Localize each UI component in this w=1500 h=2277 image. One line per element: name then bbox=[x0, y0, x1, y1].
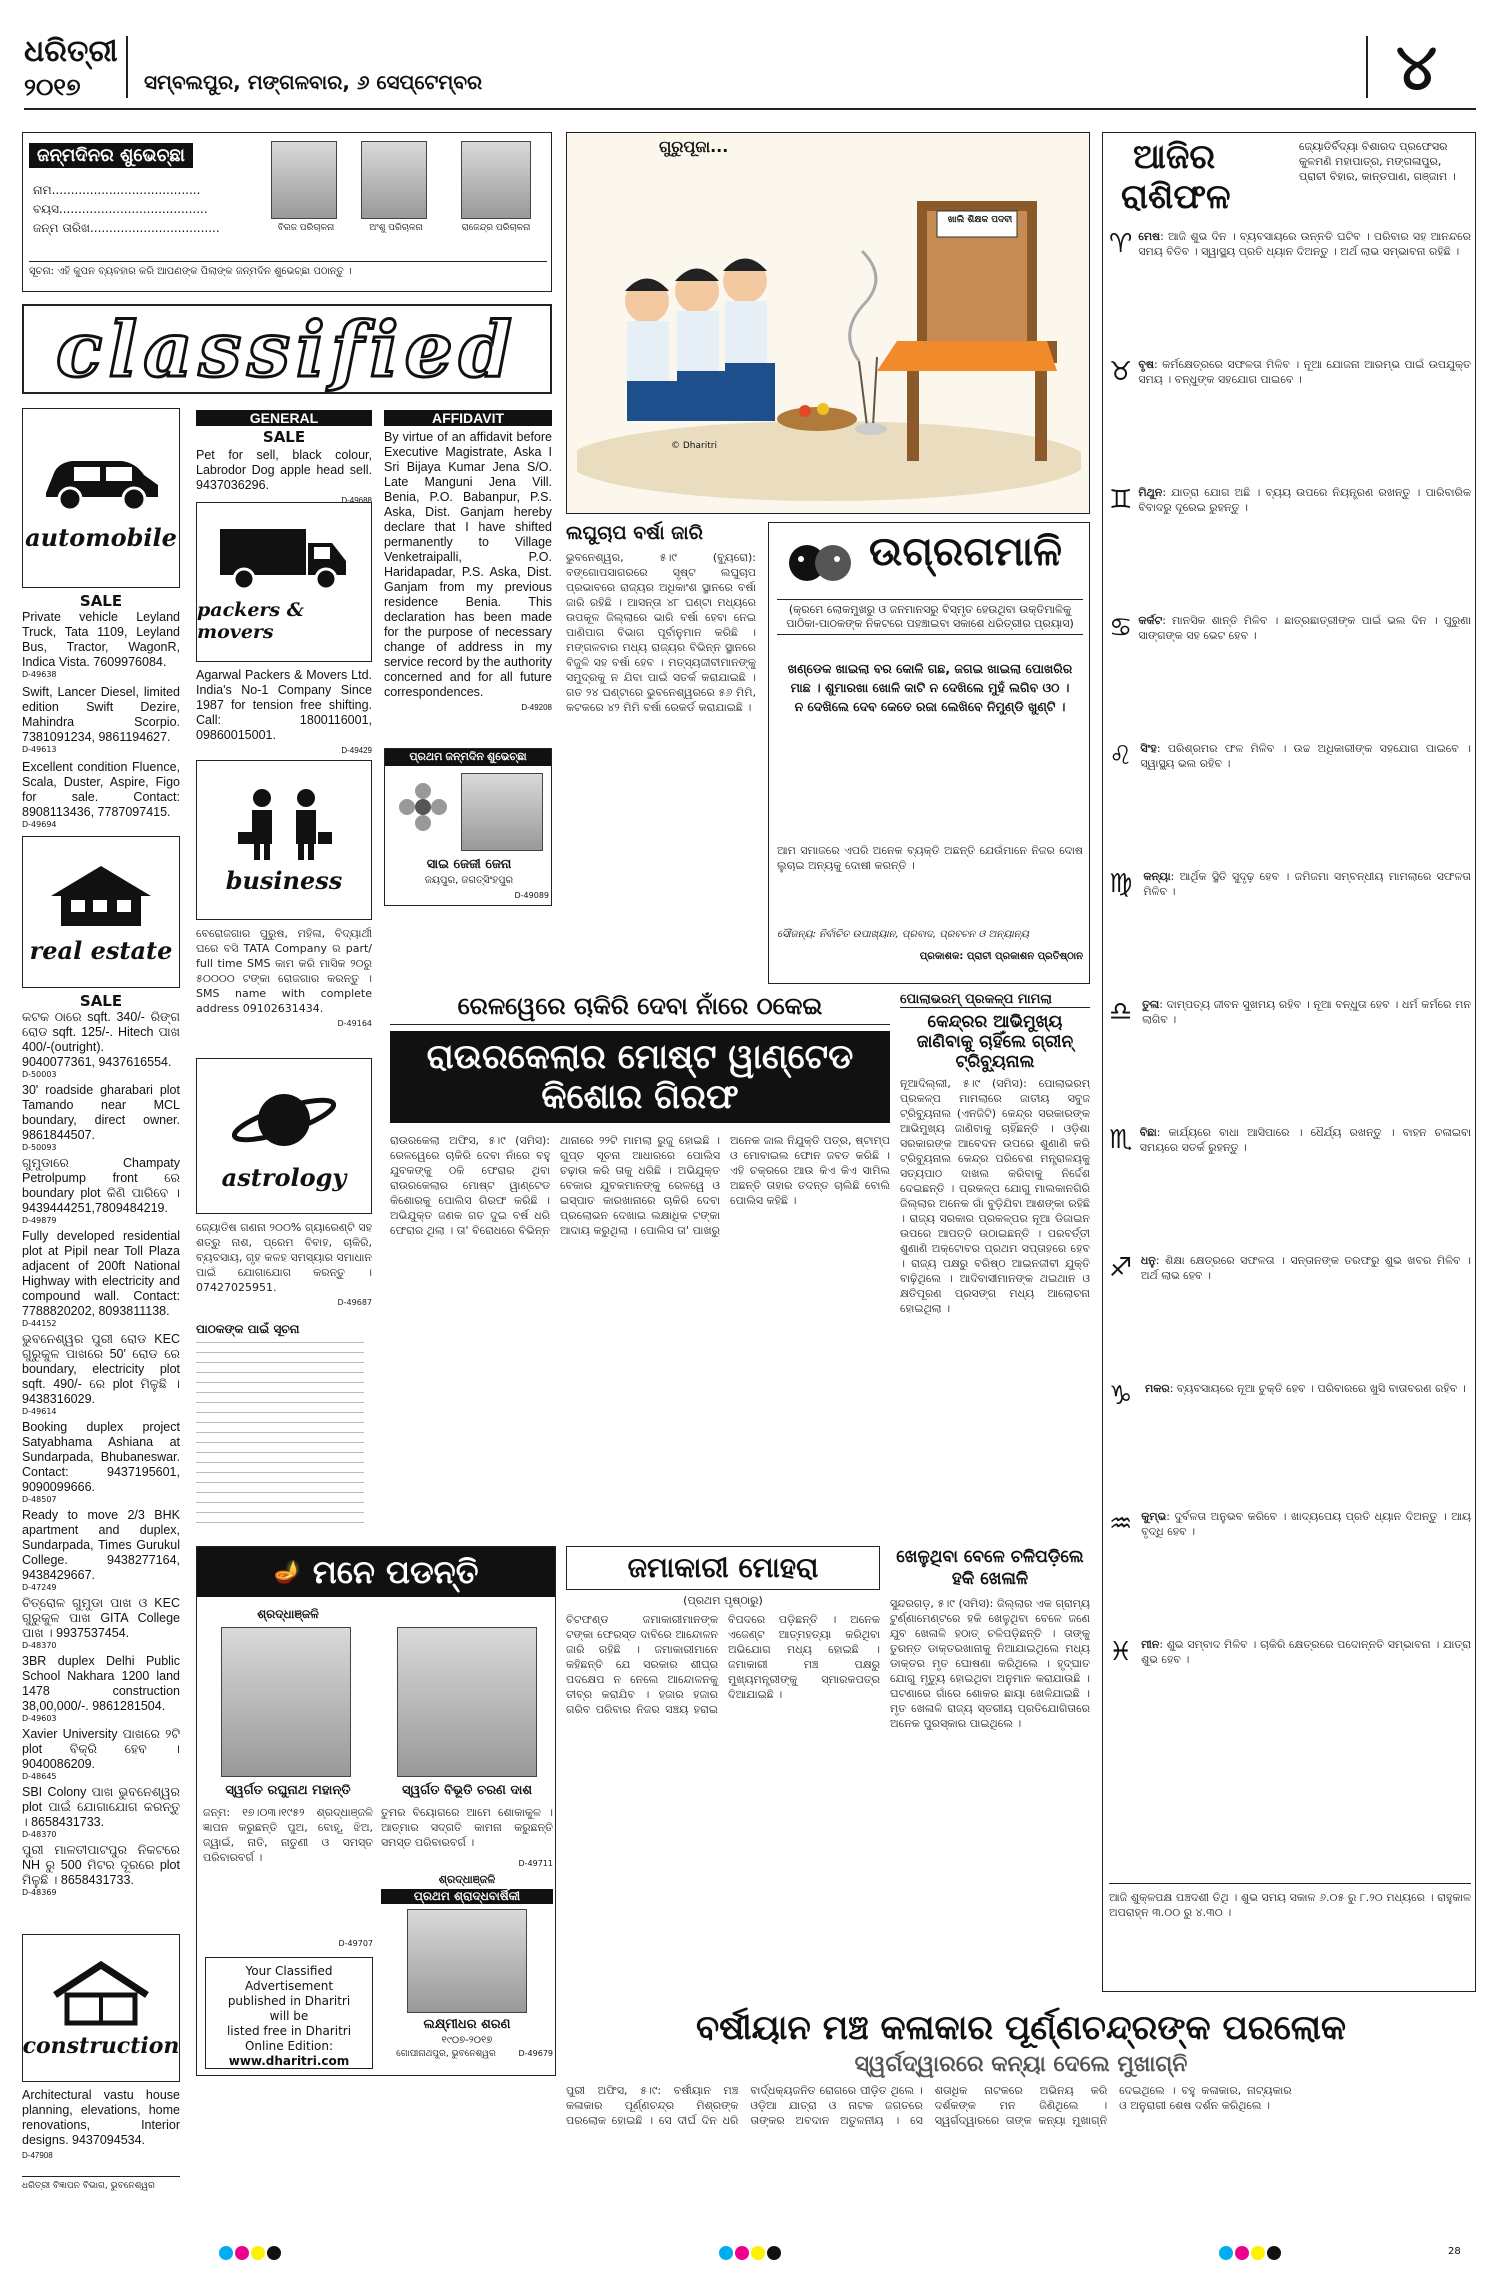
sign-pisces: ♓ ମୀନ: ଶୁଭ ସମ୍ବାଦ ମିଳିବ । ଚାକିରି କ୍ଷେତ୍ରରେ ପଦୋନ୍ନତି ସମ୍ଭାବନା । ଯାତ୍ରା ଶୁଭ ହେବ । bbox=[1109, 1637, 1471, 1765]
cancer-icon: ♋ bbox=[1109, 613, 1133, 643]
promo-line-1: Your Classified bbox=[245, 1964, 333, 1978]
obit-right-photo bbox=[397, 1627, 537, 1777]
promo-line-2: Advertisement bbox=[244, 1979, 334, 1993]
astrology-ad bbox=[196, 1220, 372, 1310]
horoscope-signs bbox=[1109, 229, 1471, 1765]
auto-ad-3-code: D-49694 bbox=[22, 820, 57, 829]
obituary-banner bbox=[197, 1547, 555, 1597]
promo-line-4: will be bbox=[269, 2009, 309, 2023]
taurus-icon: ♉ bbox=[1109, 357, 1133, 387]
horoscope-footer: ଆଜି ଶୁକ୍ଳପକ୍ଷ ପଞ୍ଚଦଶୀ ତିଥି । ଶୁଭ ସମୟ ସକାଳ ୬.୦୫ ରୁ ୮.୨୦ ମଧ୍ୟରେ । ରାହୁକାଳ ଅପରାହ୍ନ ୩.୦୦ ରୁ ୪.୩୦ । bbox=[1109, 1883, 1471, 1920]
classified-office-footer: ଧରିତ୍ରୀ ବିଜ୍ଞାପନ ବିଭାଗ, ଭୁବନେଶ୍ୱର bbox=[22, 2176, 180, 2191]
sign-scorpio-text: କାର୍ଯ୍ୟରେ ବାଧା ଆସିପାରେ । ଧୈର୍ଯ୍ୟ ରଖନ୍ତୁ । ବାହନ ଚଳାଇବା ସମୟରେ ସତର୍କ ରୁହନ୍ତୁ । bbox=[1139, 1126, 1471, 1154]
green-tribunal-article bbox=[900, 992, 1090, 1516]
re-ad-2: 30' roadside gharabari plot Tamando near MCL boundary, direct owner. 9861844507. bbox=[22, 1083, 180, 1142]
fraud-headline: ରାଉରକେଲାର ମୋଷ୍ଟ ୱାଣ୍ଟେଡ କିଶୋର ଗିରଫ bbox=[390, 1031, 890, 1123]
promo-url-link[interactable]: www.dharitri.com bbox=[228, 2054, 350, 2068]
artist-article bbox=[566, 2008, 1476, 2233]
ugga-credit: ସୌଜନ୍ୟ: ନିର୍ବାଚିତ ଉପାଖ୍ୟାନ, ପ୍ରବାଦ, ପ୍ରବଚନ ଓ ଅନ୍ୟାନ୍ୟ bbox=[777, 929, 1029, 940]
cash-sub: (ପ୍ରଥମ ପୃଷ୍ଠାରୁ) bbox=[683, 1594, 763, 1607]
packers-ad-code: D-49429 bbox=[341, 746, 372, 755]
sign-gemini-text: ଯାତ୍ରା ଯୋଗ ଅଛି । ବ୍ୟୟ ଉପରେ ନିୟନ୍ତ୍ରଣ ରଖନ୍ତୁ । ପାରିବାରିକ ବିବାଦରୁ ଦୂରେଇ ରୁହନ୍ତୁ । bbox=[1138, 486, 1471, 514]
automobile-ads bbox=[22, 592, 180, 829]
classified-banner bbox=[22, 304, 552, 394]
sign-aquarius-text: ଦୁର୍ବଳତା ଅନୁଭବ କରିବେ । ଖାଦ୍ୟପେୟ ପ୍ରତି ଧ୍ୟାନ ଦିଅନ୍ତୁ । ଆୟ ବୃଦ୍ଧି ହେବ । bbox=[1141, 1510, 1471, 1538]
sign-aries-text: ଆଜି ଶୁଭ ଦିନ । ବ୍ୟବସାୟରେ ଉନ୍ନତି ଘଟିବ । ପରିବାର ସହ ଆନନ୍ଦରେ ସମୟ ବିତିବ । ସ୍ୱାସ୍ଥ୍ୟ ପ୍ରତି ଧ୍ୟାନ ଦିଅନ୍ତୁ । ଅର୍ଥ ଲାଭ ସମ୍ଭାବନା ରହିଛି । bbox=[1138, 230, 1471, 258]
sign-scorpio-name: ବିଛା bbox=[1139, 1126, 1157, 1139]
birthday-coupon bbox=[22, 132, 552, 292]
reader-notice-body bbox=[196, 1342, 364, 1532]
obit-anniv-place: ଗୋପୀନାଥପୁର, ଭୁବନେଶ୍ୱର bbox=[396, 2049, 496, 2059]
horoscope-box bbox=[1102, 132, 1476, 1992]
birthday-caption-2: ଅଂଶୁ ପରିଚାଳନା bbox=[369, 223, 423, 233]
aquarius-icon: ♒ bbox=[1109, 1509, 1133, 1539]
birthday-photo-3 bbox=[461, 141, 531, 219]
obit-anniv-photo bbox=[407, 1909, 527, 2013]
footer-page-number: 28 bbox=[1448, 2246, 1461, 2257]
artist-headline: ବର୍ଷୀୟାନ ମଞ୍ଚ କଳାକାର ପୂର୍ଣ୍ଣଚନ୍ଦ୍ରଙ୍କ ପରଲୋକ bbox=[695, 2008, 1347, 2048]
hockey-article bbox=[890, 1546, 1090, 1996]
re-ad-5-code: D-49614 bbox=[22, 1407, 57, 1416]
birthday-photo-2 bbox=[361, 141, 427, 219]
obit-anniv-code: D-49679 bbox=[518, 2049, 553, 2058]
re-ad-6: Booking duplex project Satyabhama Ashiana at Sundarpada, Bhubaneswar. Contact: 9437195601, 9090099666. bbox=[22, 1420, 180, 1494]
realestate-ads bbox=[22, 992, 180, 1897]
re-ad-12: ପୁରୀ ମାଳତୀପାଟପୁର ନିକଟରେ NH ରୁ 500 ମିଟର ଦୂରରେ plot ମିଳୁଛି । 8658431733. bbox=[22, 1843, 180, 1887]
automobile-label: automobile bbox=[25, 522, 177, 552]
obit-left-name: ସ୍ୱର୍ଗତ ରଘୁନାଥ ମହାନ୍ତି bbox=[225, 1783, 351, 1798]
re-ad-12-code: D-48369 bbox=[22, 1888, 57, 1897]
affidavit-ad bbox=[384, 430, 552, 715]
ugga-box bbox=[768, 522, 1090, 984]
birthday-note: ସୂଚନା: ଏହି କୁପନ ବ୍ୟବହାର କରି ଆପଣଙ୍କ ପିଲାଙ୍କ ଜନ୍ମଦିନ ଶୁଭେଚ୍ଛା ପଠାନ୍ତୁ । bbox=[29, 261, 547, 277]
business-ad bbox=[196, 926, 372, 1031]
obit-left-photo bbox=[221, 1627, 351, 1777]
registration-marks-1 bbox=[218, 2245, 282, 2264]
sign-gemini: ♊ ମିଥୁନ: ଯାତ୍ରା ଯୋଗ ଅଛି । ବ୍ୟୟ ଉପରେ ନିୟନ୍ତ୍ରଣ ରଖନ୍ତୁ । ପାରିବାରିକ ବିବାଦରୁ ଦୂରେଇ ରୁହନ୍ତୁ । bbox=[1109, 485, 1471, 613]
sign-pisces-text: ଶୁଭ ସମ୍ବାଦ ମିଳିବ । ଚାକିରି କ୍ଷେତ୍ରରେ ପଦୋନ୍ନତି ସମ୍ଭାବନା । ଯାତ୍ରା ଶୁଭ ହେବ । bbox=[1141, 1638, 1471, 1666]
sign-capricorn-name: ମକର bbox=[1145, 1382, 1170, 1395]
obit-anniv-dates: ୧୯୦୭-୨୦୧୭ bbox=[441, 2035, 493, 2046]
green-headline: କେନ୍ଦ୍ରର ଆଭିମୁଖ୍ୟ ଜାଣିବାକୁ ଚାହିଁଲେ ଗ୍ରୀନ୍ ଟ୍ରିବ୍ୟୁନାଲ bbox=[916, 1012, 1074, 1072]
masthead-year: ୨୦୧୭ bbox=[24, 72, 81, 101]
re-ad-3: ଗୁମୁଡାରେ Champaty Petrolpump front ରେ boundary plot କିଣି ପାରିବେ । 9439444251,7809484219. bbox=[22, 1156, 180, 1215]
birthday-caption-1: ବିରଜ ପରିଚାଳନା bbox=[277, 223, 335, 233]
auto-ad-2: Swift, Lancer Diesel, limited edition Swift Dezire, Mahindra Scorpio. 7381091234, 9861194627. bbox=[22, 685, 180, 744]
sign-aquarius: ♒ କୁମ୍ଭ: ଦୁର୍ବଳତା ଅନୁଭବ କରିବେ । ଖାଦ୍ୟପେୟ ପ୍ରତି ଧ୍ୟାନ ଦିଅନ୍ତୁ । ଆୟ ବୃଦ୍ଧି ହେବ । bbox=[1109, 1509, 1471, 1637]
construction-ad-text: Architectural vastu house planning, elevations, home renovations, Interior designs. 9437094534. bbox=[22, 2088, 180, 2147]
artist-sub: ସ୍ୱର୍ଗଦ୍ୱାରରେ କନ୍ୟା ଦେଲେ ମୁଖାଗ୍ନି bbox=[854, 2052, 1188, 2077]
business-label: business bbox=[225, 865, 343, 895]
fraud-body: ରାଉରକେଲା ଅଫିସ, ୫।୯ (ସମିସ): ରେଳୱେରେ ଚାକିରି ଦେବା ନାଁରେ ବହୁ ଯୁବକଙ୍କୁ ଠକି ଫେରାର ଥିବା ରାଉରକେଲାର ମୋଷ୍ଟ ୱାଣ୍ଟେଡ କିଶୋରକୁ ପୋଲିସ ଗିରଫ କରିଛି । ଅଭିଯୁକ୍ତ ଜଣକ ଗତ ଦୁଇ ବର୍ଷ ଧରି ଫେରାର ଥିଲା । ତା' ବିରୋଧରେ ବିଭିନ୍ନ ଥାନାରେ ୨୨ଟି ମାମଲା ରୁଜୁ ହୋଇଛି । ଗୁପ୍ତ ସୂଚନା ଆଧାରରେ ପୋଲିସ ଚଢ଼ାଉ କରି ତାକୁ ଧରିଛି । ଅଭିଯୁକ୍ତ ବେକାର ଯୁବକମାନଙ୍କୁ ରେଳୱେ ଓ ଇସ୍ପାତ କାରଖାନାରେ ଚାକିରି ଦେବା ପ୍ରଲୋଭନ ଦେଖାଇ ଲକ୍ଷାଧିକ ଟଙ୍କା ଆଦାୟ କରୁଥିଲା । ପୋଲିସ ତା' ପାଖରୁ ଅନେକ ଜାଲ ନିଯୁକ୍ତି ପତ୍ର, ଷ୍ଟାମ୍ପ ଓ ମୋବାଇଲ ଫୋନ ଜବତ କରିଛି । ଏହି ଚକ୍ରରେ ଆଉ କିଏ କିଏ ସାମିଲ ଅଛନ୍ତି ତାହାର ତଦନ୍ତ ଚାଲିଛି ବୋଲି ପୋଲିସ କହିଛି । bbox=[390, 1134, 890, 1237]
realestate-sale-heading: SALE bbox=[79, 992, 123, 1010]
affidavit-text: By virtue of an affidavit before Executive Magistrate, Aska I Sri Bijaya Kumar Jena S/O. Late Manguni Jena Vill. Benia, P.O. Babanpur, P.S. Aska, Dist. Ganjam hereby declare that I have shifted permanently to Village Venketraipalli, P.O. Haridapadar, P.S. Aska, Dist. Ganjam from my previous residence Benia. This declaration has been made for the purpose of necessary change of address in my service record by the authority concerned and for all future correspondences. bbox=[384, 430, 552, 699]
green-body: ନୂଆଦିଲ୍ଲୀ, ୫।୯ (ସମିସ): ପୋଲାଭରମ୍ ପ୍ରକଳ୍ପ ମାମଲାରେ ଜାତୀୟ ସବୁଜ ଟ୍ରିବ୍ୟୁନାଲ (ଏନଜିଟି) କେନ୍ଦ୍ର ସରକାରଙ୍କ ଆଭିମୁଖ୍ୟ ଜାଣିବାକୁ ଚାହିଁଛନ୍ତି । ଓଡ଼ିଶା ସରକାରଙ୍କ ଆବେଦନ ଉପରେ ଶୁଣାଣି କରି ଟ୍ରିବ୍ୟୁନାଲ କେନ୍ଦ୍ର ପରିବେଶ ମନ୍ତ୍ରାଳୟକୁ ସତ୍ୟପାଠ ଦାଖଲ କରିବାକୁ ନିର୍ଦ୍ଦେଶ ଦେଇଛନ୍ତି । ପ୍ରକଳ୍ପ ଯୋଗୁ ମାଲକାନଗିରି ଜିଲ୍ଲାର ଅନେକ ଗାଁ ବୁଡ଼ିଯିବା ଆଶଙ୍କା ରହିଛି । ରାଜ୍ୟ ସରକାର ପ୍ରକଳ୍ପର ନୂଆ ଡିଜାଇନ ଉପରେ ଆପତ୍ତି ଉଠାଇଛନ୍ତି । ପରବର୍ତ୍ତୀ ଶୁଣାଣି ଅକ୍ଟୋବର ପ୍ରଥମ ସପ୍ତାହରେ ହେବ । ରାଜ୍ୟ ପକ୍ଷରୁ ବରିଷ୍ଠ ଆଇନଜୀବୀ ଯୁକ୍ତି ବାଢ଼ିଥିଲେ । ଆଦିବାସୀମାନଙ୍କ ଥଇଥାନ ଓ କ୍ଷତିପୂରଣ ପ୍ରସଙ୍ଗ ମଧ୍ୟ ଆଲୋଚନା ହୋଇଥିଲା । bbox=[900, 1077, 1090, 1315]
re-ad-4-code: D-44152 bbox=[22, 1319, 57, 1328]
color-registration-strip bbox=[0, 2244, 1500, 2264]
horoscope-title-2: ରାଶିଫଳ bbox=[1121, 177, 1231, 217]
packers-category[interactable] bbox=[196, 502, 372, 662]
sign-capricorn-text: ବ୍ୟବସାୟରେ ନୂଆ ଚୁକ୍ତି ହେବ । ପରିବାରରେ ଖୁସି ବାତାବରଣ ରହିବ । bbox=[1176, 1382, 1466, 1395]
re-ad-2-code: D-50093 bbox=[22, 1143, 57, 1152]
ugga-publisher: ପ୍ରକାଶକ: ପ୍ରାଚୀ ପ୍ରକାଶନ ପ୍ରତିଷ୍ଠାନ bbox=[919, 951, 1083, 962]
planet-icon bbox=[229, 1081, 339, 1159]
horoscope-astrologer: ଜ୍ୟୋତିର୍ବିଦ୍ୟା ବିଶାରଦ ପ୍ରଫେସର କୁଳମଣି ମହାପାତ୍ର, ମଙ୍ଗଳାପୁର, ପ୍ରାଚୀ ବିହାର, କାନ୍ତପାଣ, ଗଞ୍ଜାମ । bbox=[1299, 140, 1456, 183]
fraud-article bbox=[390, 992, 890, 1543]
first-birthday-photo bbox=[461, 773, 543, 851]
sign-sagittarius: ♐ ଧନୁ: ଶିକ୍ଷା କ୍ଷେତ୍ରରେ ସଫଳତା । ସନ୍ତାନଙ୍କ ତରଫରୁ ଶୁଭ ଖବର ମିଳିବ । ଅର୍ଥ ଲାଭ ହେବ । bbox=[1109, 1253, 1471, 1381]
re-ad-1-code: D-50003 bbox=[22, 1070, 57, 1079]
sign-sagittarius-text: ଶିକ୍ଷା କ୍ଷେତ୍ରରେ ସଫଳତା । ସନ୍ତାନଙ୍କ ତରଫରୁ ଶୁଭ ଖବର ମିଳିବ । ଅର୍ଥ ଲାଭ ହେବ । bbox=[1140, 1254, 1471, 1282]
sign-aquarius-name: କୁମ୍ଭ bbox=[1141, 1510, 1167, 1523]
masthead-dateline: ସମ୍ବଲପୁର, ମଙ୍ଗଳବାର, ୬ ସେପ୍ଟେମ୍ବର bbox=[144, 70, 483, 94]
libra-icon: ♎ bbox=[1109, 997, 1133, 1027]
low-pressure-headline: ଲଘୁଚାପ ବର୍ଷା ଜାରି bbox=[566, 522, 704, 544]
business-people-icon bbox=[224, 786, 344, 862]
face-mask-icon bbox=[785, 533, 855, 593]
business-category[interactable] bbox=[196, 760, 372, 920]
masthead-logo: ଧରିତ୍ରୀ bbox=[24, 34, 118, 69]
construction-ad-code: D-47908 bbox=[22, 2151, 53, 2160]
affidavit-code: D-49208 bbox=[521, 703, 552, 712]
astrology-category[interactable] bbox=[196, 1058, 372, 1214]
construction-label: construction bbox=[22, 2033, 180, 2059]
empty-chair-icon bbox=[877, 201, 1057, 461]
first-birthday-sub: ଜୟପୁର, ଜଗତ୍ସିଂହପୁର bbox=[424, 875, 514, 886]
cartoon-credit: © Dharitri bbox=[671, 441, 717, 451]
birthday-caption-3: ରାଜେନ୍ଦ୍ର ପରିଚାଳନା bbox=[461, 223, 531, 233]
birthday-title: ଜନ୍ମଦିନର ଶୁଭେଚ୍ଛା bbox=[29, 143, 193, 168]
promo-line-3: published in Dharitri bbox=[227, 1994, 351, 2008]
obit-anniv-name: ଲକ୍ଷ୍ମୀଧର ଶରଣ bbox=[423, 2017, 511, 2032]
realestate-label: real estate bbox=[29, 935, 173, 965]
first-birthday-code: D-49089 bbox=[514, 891, 549, 900]
pisces-icon: ♓ bbox=[1109, 1637, 1133, 1667]
general-sale-heading: SALE bbox=[262, 428, 306, 446]
re-ad-8: ଚିତ୍ରୋଳ ଗୁମୁଡା ପାଖ ଓ KEC ଗୁରୁକୁଳ ପାଖ GITA College ପାଖ । 9937537454. bbox=[22, 1596, 180, 1640]
sign-cancer-text: ମାନସିକ ଶାନ୍ତି ମିଳିବ । ଛାତ୍ରଛାତ୍ରୀଙ୍କ ପାଇଁ ଭଲ ଦିନ । ପୁରୁଣା ସାଙ୍ଗଙ୍କ ସହ ଭେଟ ହେବ । bbox=[1138, 614, 1471, 642]
birthday-field-name[interactable]: ନାମ....................................... bbox=[33, 183, 201, 197]
auto-sale-heading: SALE bbox=[79, 592, 123, 610]
registration-marks-2 bbox=[718, 2245, 782, 2264]
re-ad-9: 3BR duplex Delhi Public School Nakhara 1200 land 1478 construction 38,00,000/-. 9861281504. bbox=[22, 1654, 180, 1713]
chair-label: ଖାଲି ଶିକ୍ଷକ ପଦବୀ bbox=[947, 215, 1013, 225]
masthead-divider bbox=[126, 36, 128, 98]
sign-libra-text: ଦାମ୍ପତ୍ୟ ଜୀବନ ସୁଖମୟ ରହିବ । ନୂଆ ବନ୍ଧୁତା ହେବ । ଧର୍ମ କର୍ମରେ ମନ ଲାଗିବ । bbox=[1142, 998, 1471, 1026]
leo-icon: ♌ bbox=[1109, 741, 1133, 771]
business-ad-code: D-49164 bbox=[337, 1019, 372, 1028]
ugga-verse: ଖଣ୍ଡେକ ଖାଇଲା ବର କୋଳି ଗଛ, ଜଗଇ ଖାଇଲା ପୋଖରିର ମାଛ । ଶୁମାରଖା ଖୋଳି କାଟି ନ ଦେଖିଲେ ମୁହଁ ଲଗିବ ଓଠ । ନ ଦେଖିଲେ ଦେବ କେତେ ରଜା ଲେଖିବେ ନିମୁଣ୍ଡି ଖୁଣ୍ଟି । bbox=[787, 661, 1073, 714]
cash-body: ଚିଟଫଣ୍ଡ ଜମାକାରୀମାନଙ୍କ ଟଙ୍କା ଫେରସ୍ତ ଦାବିରେ ଆନ୍ଦୋଳନ ଜାରି ରହିଛି । ଜମାକାରୀମାନେ କହିଛନ୍ତି ଯେ ସରକାର ଶୀଘ୍ର ପଦକ୍ଷେପ ନ ନେଲେ ଆନ୍ଦୋଳନକୁ ତୀବ୍ର କରାଯିବ । ହଜାର ହଜାର ଗରିବ ପରିବାର ନିଜର ସଞ୍ଚୟ ହରାଇ ବିପଦରେ ପଡ଼ିଛନ୍ତି । ଅନେକ ଏଜେଣ୍ଟ ଆତ୍ମହତ୍ୟା କରିଥିବା ଅଭିଯୋଗ ମଧ୍ୟ ହୋଇଛି । ଜମାକାରୀ ମଞ୍ଚ ପକ୍ଷରୁ ମୁଖ୍ୟମନ୍ତ୍ରୀଙ୍କୁ ସ୍ମାରକପତ୍ର ଦିଆଯାଇଛି । bbox=[566, 1613, 880, 1716]
birthday-photo-1 bbox=[271, 141, 337, 219]
sign-leo-name: ସିଂହ bbox=[1140, 742, 1157, 755]
packers-label: packers & movers bbox=[197, 599, 304, 643]
general-ad-text: Pet for sell, black colour, Labrodor Dog apple head sell. 9437036296. bbox=[196, 448, 372, 492]
sign-sagittarius-name: ଧନୁ bbox=[1140, 1254, 1156, 1267]
obit-right-code: D-49711 bbox=[518, 1859, 553, 1868]
cash-headline: ଜମାକାରୀ ମୋହରା bbox=[566, 1546, 880, 1590]
auto-ad-2-code: D-49613 bbox=[22, 745, 57, 754]
cartoon-illustration bbox=[577, 161, 1081, 501]
classified-banner-text: classified bbox=[56, 304, 518, 394]
re-ad-1: କଟକ ଠାରେ sqft. 340/- ରିଙ୍ଗ ରୋଡ sqft. 125/-. Hitech ପାଖ 400/-(outright). 9040077361, 9437616554. bbox=[22, 1010, 180, 1069]
ugga-head: ଉଗ୍ରଗମାଳି bbox=[869, 529, 1062, 575]
scorpio-icon: ♏ bbox=[1109, 1125, 1133, 1155]
green-kicker: ପୋଲାଭରମ୍ ପ୍ରକଳ୍ପ ମାମଲା bbox=[900, 992, 1090, 1008]
sign-taurus-name: ବୃଷ bbox=[1138, 358, 1154, 371]
obit-left-text: ଜନ୍ମ: ୧୭।୦୩।୧୯୫୨ ଶ୍ରଦ୍ଧାଞ୍ଜଳି ଜ୍ଞାପନ କରୁଛନ୍ତି ପୁଅ, ବୋହୂ, ଝିଅ, ଜ୍ୱାଇଁ, ନାତି, ନାତୁଣୀ ଓ ସମସ୍ତ ପରିବାରବର୍ଗ । bbox=[203, 1806, 373, 1864]
house-icon bbox=[41, 860, 161, 930]
sign-taurus-text: କର୍ମକ୍ଷେତ୍ରରେ ସଫଳତା ମିଳିବ । ନୂଆ ଯୋଜନା ଆରମ୍ଭ ପାଇଁ ଉପଯୁକ୍ତ ସମୟ । ବନ୍ଧୁଙ୍କ ସହଯୋଗ ପାଇବେ । bbox=[1138, 358, 1471, 386]
obit-anniv-head: ଶ୍ରଦ୍ଧାଞ୍ଜଳି bbox=[438, 1873, 496, 1886]
realestate-category[interactable] bbox=[22, 836, 180, 988]
astrology-label: astrology bbox=[221, 1162, 347, 1192]
auto-ad-1-code: D-49638 bbox=[22, 670, 57, 679]
birthday-field-dob[interactable]: ଜନ୍ମ ତାରିଖ.................................. bbox=[33, 221, 220, 235]
birthday-field-age[interactable]: ବୟସ....................................... bbox=[33, 202, 208, 216]
construction-category[interactable] bbox=[22, 1934, 180, 2082]
re-ad-8-code: D-48370 bbox=[22, 1641, 57, 1650]
sign-cancer: ♋ କର୍କଟ: ମାନସିକ ଶାନ୍ତି ମିଳିବ । ଛାତ୍ରଛାତ୍ରୀଙ୍କ ପାଇଁ ଭଲ ଦିନ । ପୁରୁଣା ସାଙ୍ଗଙ୍କ ସହ ଭେଟ ହେବ । bbox=[1109, 613, 1471, 741]
flower-icon bbox=[393, 777, 453, 837]
aries-icon: ♈ bbox=[1109, 229, 1133, 259]
obit-right-text: ତୁମର ବିୟୋଗରେ ଆମେ ଶୋକାକୁଳ । ଆତ୍ମାର ସଦ୍‌ଗତି କାମନା କରୁଛନ୍ତି ସମସ୍ତ ପରିବାରବର୍ଗ । bbox=[381, 1806, 553, 1849]
promo-line-6: Online Edition: bbox=[244, 2039, 334, 2053]
sign-cancer-name: କର୍କଟ bbox=[1138, 614, 1163, 627]
re-ad-3-code: D-49879 bbox=[22, 1216, 57, 1225]
promo-line-5: listed free in Dharitri bbox=[226, 2024, 352, 2038]
re-ad-9-code: D-49603 bbox=[22, 1714, 57, 1723]
sign-virgo: ♍ କନ୍ୟା: ଆର୍ଥିକ ସ୍ଥିତି ସୁଦୃଢ଼ ହେବ । ଜମିଜମା ସମ୍ବନ୍ଧୀୟ ମାମଲାରେ ସଫଳତା ମିଳିବ । bbox=[1109, 869, 1471, 997]
general-ad-code: D-49688 bbox=[341, 496, 372, 505]
truck-icon bbox=[214, 521, 354, 593]
sign-leo-text: ପରିଶ୍ରମର ଫଳ ମିଳିବ । ଉଚ୍ଚ ଅଧିକାରୀଙ୍କ ସହଯୋଗ ପାଇବେ । ସ୍ୱାସ୍ଥ୍ୟ ଭଲ ରହିବ । bbox=[1140, 742, 1471, 770]
registration-marks-3 bbox=[1218, 2245, 1282, 2264]
low-pressure-body: ଭୁବନେଶ୍ୱର, ୫।୯ (ବ୍ୟୁରୋ): ବଙ୍ଗୋପସାଗରରେ ସୃଷ୍ଟ ଲଘୁଚାପ ପ୍ରଭାବରେ ରାଜ୍ୟର ଅଧିକାଂଶ ସ୍ଥାନରେ ବର୍ଷା ଜାରି ରହିଛି । ଆସନ୍ତା ୪୮ ଘଣ୍ଟା ମଧ୍ୟରେ ଉପକୂଳ ଜିଲ୍ଲାରେ ଭାରି ବର୍ଷା ହେବା ନେଇ ପାଣିପାଗ ବିଭାଗ ପୂର୍ବାନୁମାନ କରିଛି । ମଙ୍ଗଳବାର ମଧ୍ୟ ରାଜ୍ୟର ବିଭିନ୍ନ ସ୍ଥାନରେ ବିଜୁଳି ସହ ବର୍ଷା ହେବ । ମତ୍ସ୍ୟଜୀବୀମାନଙ୍କୁ ସମୁଦ୍ରକୁ ନ ଯିବା ପାଇଁ ସତର୍କ କରାଯାଇଛି । ଗତ ୨୪ ଘଣ୍ଟାରେ ଭୁବନେଶ୍ୱରରେ ୫୬ ମିମି, କଟକରେ ୪୨ ମିମି ବର୍ଷା ରେକର୍ଡ କରାଯାଇଛି । bbox=[566, 551, 756, 714]
cash-article bbox=[566, 1546, 880, 2012]
obit-right-name: ସ୍ୱର୍ଗତ ବିଭୂତି ଚରଣ ଦାଶ bbox=[402, 1783, 532, 1798]
first-birthday-name: ସାଇ ଜେଜୀ ଜେନା bbox=[426, 857, 512, 872]
general-ad bbox=[196, 448, 372, 508]
hockey-headline: ଖେଳୁଥିବା ବେଳେ ଚଳିପଡ଼ିଲେ ହକି ଖେଳାଳି bbox=[896, 1547, 1084, 1589]
re-ad-10-code: D-48645 bbox=[22, 1772, 57, 1781]
car-icon bbox=[36, 445, 166, 515]
masthead bbox=[24, 30, 1476, 110]
lamp-icon: 🪔 bbox=[273, 1559, 301, 1585]
sign-capricorn: ♑ ମକର: ବ୍ୟବସାୟରେ ନୂଆ ଚୁକ୍ତି ହେବ । ପରିବାରରେ ଖୁସି ବାତାବରଣ ରହିବ । bbox=[1109, 1381, 1471, 1509]
sagittarius-icon: ♐ bbox=[1109, 1253, 1133, 1283]
ugga-body: ଆମ ସମାଜରେ ଏପରି ଅନେକ ବ୍ୟକ୍ତି ଅଛନ୍ତି ଯେଉଁମାନେ ନିଜର ଦୋଷ ଲୁଚାଇ ଅନ୍ୟକୁ ଦୋଷୀ କରନ୍ତି । bbox=[777, 844, 1083, 872]
sign-aries: ♈ ମେଷ: ଆଜି ଶୁଭ ଦିନ । ବ୍ୟବସାୟରେ ଉନ୍ନତି ଘଟିବ । ପରିବାର ସହ ଆନନ୍ଦରେ ସମୟ ବିତିବ । ସ୍ୱାସ୍ଥ୍ୟ ପ୍ରତି ଧ୍ୟାନ ଦିଅନ୍ତୁ । ଅର୍ଥ ଲାଭ ସମ୍ଭାବନା ରହିଛି । bbox=[1109, 229, 1471, 357]
gemini-icon: ♊ bbox=[1109, 485, 1133, 515]
low-pressure-article bbox=[566, 522, 756, 1010]
astrology-ad-text: ଜ୍ୟୋତିଷ ଗଣନା ୨୦୦% ଗ୍ୟାରେଣ୍ଟି ସହ ଶତ୍ରୁ ନାଶ, ପ୍ରେମ ବିବାହ, ଚାକିରି, ବ୍ୟବସାୟ, ଗୃହ କଳହ ସମସ୍ୟାର ସମାଧାନ ପାଇଁ ଯୋଗାଯୋଗ କରନ୍ତୁ । 07427025951. bbox=[196, 1221, 372, 1294]
horoscope-title-1: ଆଜିର bbox=[1133, 137, 1216, 177]
praying-students-icon bbox=[625, 259, 775, 422]
construction-ad bbox=[22, 2088, 180, 2163]
obituary-box bbox=[196, 1546, 556, 2076]
sign-taurus: ♉ ବୃଷ: କର୍ମକ୍ଷେତ୍ରରେ ସଫଳତା ମିଳିବ । ନୂଆ ଯୋଜନା ଆରମ୍ଭ ପାଇଁ ଉପଯୁକ୍ତ ସମୟ । ବନ୍ଧୁଙ୍କ ସହଯୋଗ ପାଇବେ । bbox=[1109, 357, 1471, 485]
auto-ad-1: Private vehicle Leyland Truck, Tata 1109, Leyland Bus, Tractor, WagonR, Indica Vista. 7609976084. bbox=[22, 610, 180, 669]
sign-virgo-name: କନ୍ୟା bbox=[1143, 870, 1171, 883]
general-heading: GENERAL bbox=[196, 410, 372, 426]
virgo-icon: ♍ bbox=[1109, 869, 1133, 899]
re-ad-7: Ready to move 2/3 BHK apartment and duplex, Sundarpada, Times Gurukul College. 9438277164, 9438429667. bbox=[22, 1508, 180, 1582]
reader-notice-heading: ପାଠକଙ୍କ ପାଇଁ ସୂଚନା bbox=[196, 1322, 300, 1336]
obit-left-code: D-49707 bbox=[338, 1939, 373, 1948]
artist-body: ପୁରୀ ଅଫିସ, ୫।୯: ବର୍ଷୀୟାନ ମଞ୍ଚ କଳାକାର ପୂର୍ଣ୍ଣଚନ୍ଦ୍ର ମିଶ୍ରଙ୍କ ପରଲୋକ ହୋଇଛି । ସେ ଦୀର୍ଘ ଦିନ ଧରି ବାର୍ଦ୍ଧକ୍ୟଜନିତ ରୋଗରେ ପୀଡ଼ିତ ଥିଲେ । ଓଡ଼ିଆ ଯାତ୍ରା ଓ ନାଟକ ଜଗତରେ ତାଙ୍କର ଅବଦାନ ଅତୁଳନୀୟ । ସେ ଶତାଧିକ ନାଟକରେ ଅଭିନୟ କରି ଦର୍ଶକଙ୍କ ମନ ଜିଣିଥିଲେ । ସ୍ୱର୍ଗଦ୍ୱାରରେ ତାଙ୍କ କନ୍ୟା ମୁଖାଗ୍ନି ଦେଇଥିଲେ । ବହୁ କଳାକାର, ନାଟ୍ୟକାର ଓ ଅନୁରାଗୀ ଶେଷ ଦର୍ଶନ କରିଥିଲେ । bbox=[566, 2084, 1292, 2127]
ugga-sub: (କ୍ରମେ ଲୋକମୁଖରୁ ଓ ଜନମାନସରୁ ବିସ୍ମୃତ ହେଉଥିବା ଉକ୍ତିମାଳିକୁ ପାଠିକା-ପାଠକଙ୍କ ନିକଟରେ ପହଞ୍ଚାଇବା ସକାଶେ ଧରିତ୍ରୀର ପ୍ରୟାସ) bbox=[777, 599, 1083, 635]
first-birthday-ad bbox=[384, 748, 552, 906]
obit-left-head: ଶ୍ରଦ୍ଧାଞ୍ଜଳି bbox=[257, 1607, 319, 1621]
re-ad-6-code: D-48507 bbox=[22, 1495, 57, 1504]
re-ad-10: Xavier University ପାଖରେ ୨ଟି plot ବିକ୍ରି ହେବ । 9040086209. bbox=[22, 1727, 180, 1771]
fraud-kicker: ରେଳୱେରେ ଚାକିରି ଦେବା ନାଁରେ ଠକେଇ bbox=[390, 992, 890, 1025]
re-ad-7-code: D-47249 bbox=[22, 1583, 57, 1592]
astrology-ad-code: D-49687 bbox=[337, 1298, 372, 1307]
hockey-body: ସୁନ୍ଦରଗଡ଼, ୫।୯ (ସମିସ): ଜିଲ୍ଲାର ଏକ ଗ୍ରାମ୍ୟ ଟୁର୍ଣ୍ଣାମେଣ୍ଟରେ ହକି ଖେଳୁଥିବା ବେଳେ ଜଣେ ଯୁବ ଖେଳାଳି ହଠାତ୍ ଚଳିପଡ଼ିଛନ୍ତି । ତାଙ୍କୁ ତୁରନ୍ତ ଡାକ୍ତରଖାନାକୁ ନିଆଯାଇଥିଲେ ମଧ୍ୟ ଡାକ୍ତର ମୃତ ଘୋଷଣା କରିଥିଲେ । ହୃଦ୍‌ଘାତ ଯୋଗୁ ମୃତ୍ୟୁ ହୋଇଥିବା ଅନୁମାନ କରାଯାଉଛି । ଘଟଣାରେ ଗାଁରେ ଶୋକର ଛାୟା ଖେଳିଯାଇଛି । ମୃତ ଖେଳାଳି ରାଜ୍ୟ ସ୍ତରୀୟ ପ୍ରତିଯୋଗିତାରେ ଅନେକ ପୁରସ୍କାର ପାଇଥିଲେ । bbox=[890, 1597, 1090, 1730]
sign-aries-name: ମେଷ bbox=[1138, 230, 1161, 243]
automobile-category[interactable] bbox=[22, 408, 180, 588]
dharitri-online-promo[interactable] bbox=[205, 1957, 373, 2069]
affidavit-heading: AFFIDAVIT bbox=[384, 410, 552, 426]
cartoon-panel bbox=[566, 132, 1090, 514]
re-ad-5: ଭୁବନେଶ୍ୱର ପୁରୀ ରୋଡ KEC ଗୁରୁକୁଳ ପାଖରେ 50' ରୋଡ ରେ boundary, electricity plot sqft. 490/- ରେ plot ମିଳୁଛି । 9438316029. bbox=[22, 1332, 180, 1406]
packers-ad bbox=[196, 668, 372, 758]
sign-scorpio: ♏ ବିଛା: କାର୍ଯ୍ୟରେ ବାଧା ଆସିପାରେ । ଧୈର୍ଯ୍ୟ ରଖନ୍ତୁ । ବାହନ ଚଳାଇବା ସମୟରେ ସତର୍କ ରୁହନ୍ତୁ । bbox=[1109, 1125, 1471, 1253]
packers-ad-text: Agarwal Packers & Movers Ltd. India's No-1 Company Since 1987 for tension free shifting. Call: 1800116001, 09860015001. bbox=[196, 668, 372, 742]
construction-house-icon bbox=[41, 1957, 161, 2027]
sign-virgo-text: ଆର୍ଥିକ ସ୍ଥିତି ସୁଦୃଢ଼ ହେବ । ଜମିଜମା ସମ୍ବନ୍ଧୀୟ ମାମଲାରେ ସଫଳତା ମିଳିବ । bbox=[1143, 870, 1471, 898]
auto-ad-3: Excellent condition Fluence, Scala, Duster, Aspire, Figo for sale. Contact: 8908113436, 7787097415. bbox=[22, 760, 180, 819]
sign-libra: ♎ ତୁଳା: ଦାମ୍ପତ୍ୟ ଜୀବନ ସୁଖମୟ ରହିବ । ନୂଆ ବନ୍ଧୁତା ହେବ । ଧର୍ମ କର୍ମରେ ମନ ଲାଗିବ । bbox=[1109, 997, 1471, 1125]
re-ad-11-code: D-48370 bbox=[22, 1830, 57, 1839]
page-number: ୪ bbox=[1396, 30, 1438, 105]
obit-anniv-sub: ପ୍ରଥମ ଶ୍ରାଦ୍ଧବାର୍ଷିକୀ bbox=[381, 1889, 553, 1904]
first-birthday-heading: ପ୍ରଥମ ଜନ୍ମଦିନ ଶୁଭେଚ୍ଛା bbox=[385, 749, 551, 766]
obituary-banner-text: ମନେ ପଡନ୍ତି bbox=[312, 1552, 479, 1591]
re-ad-11: SBI Colony ପାଖ ଭୁବନେଶ୍ୱର plot ପାଇଁ ଯୋଗାଯୋଗ କରନ୍ତୁ । 8658431733. bbox=[22, 1785, 180, 1829]
business-ad-text: ବେରୋଜଗାର ପୁରୁଷ, ମହିଳା, ବିଦ୍ୟାର୍ଥୀ ଘରେ ବସି TATA Company ର part/ full time SMS କାମ କରି ମାସିକ ୨୦ରୁ ୫୦୦୦୦ ଟଙ୍କା ରୋଜଗାର କରନ୍ତୁ । SMS name with complete address 09102631434. bbox=[196, 927, 372, 1015]
cartoon-title: ଗୁରୁପୂଜା... bbox=[659, 137, 729, 156]
sign-pisces-name: ମୀନ bbox=[1141, 1638, 1160, 1651]
masthead-divider-right bbox=[1366, 36, 1368, 98]
capricorn-icon: ♑ bbox=[1109, 1381, 1133, 1411]
sign-gemini-name: ମିଥୁନ bbox=[1138, 486, 1163, 499]
re-ad-4: Fully developed residential plot at Pipil near Toll Plaza adjacent of 200ft National Highway with electricity and compound wall. Contact: 7788820202, 8093811138. bbox=[22, 1229, 180, 1318]
sign-libra-name: ତୁଳା bbox=[1142, 998, 1160, 1011]
sign-leo: ♌ ସିଂହ: ପରିଶ୍ରମର ଫଳ ମିଳିବ । ଉଚ୍ଚ ଅଧିକାରୀଙ୍କ ସହଯୋଗ ପାଇବେ । ସ୍ୱାସ୍ଥ୍ୟ ଭଲ ରହିବ । bbox=[1109, 741, 1471, 869]
